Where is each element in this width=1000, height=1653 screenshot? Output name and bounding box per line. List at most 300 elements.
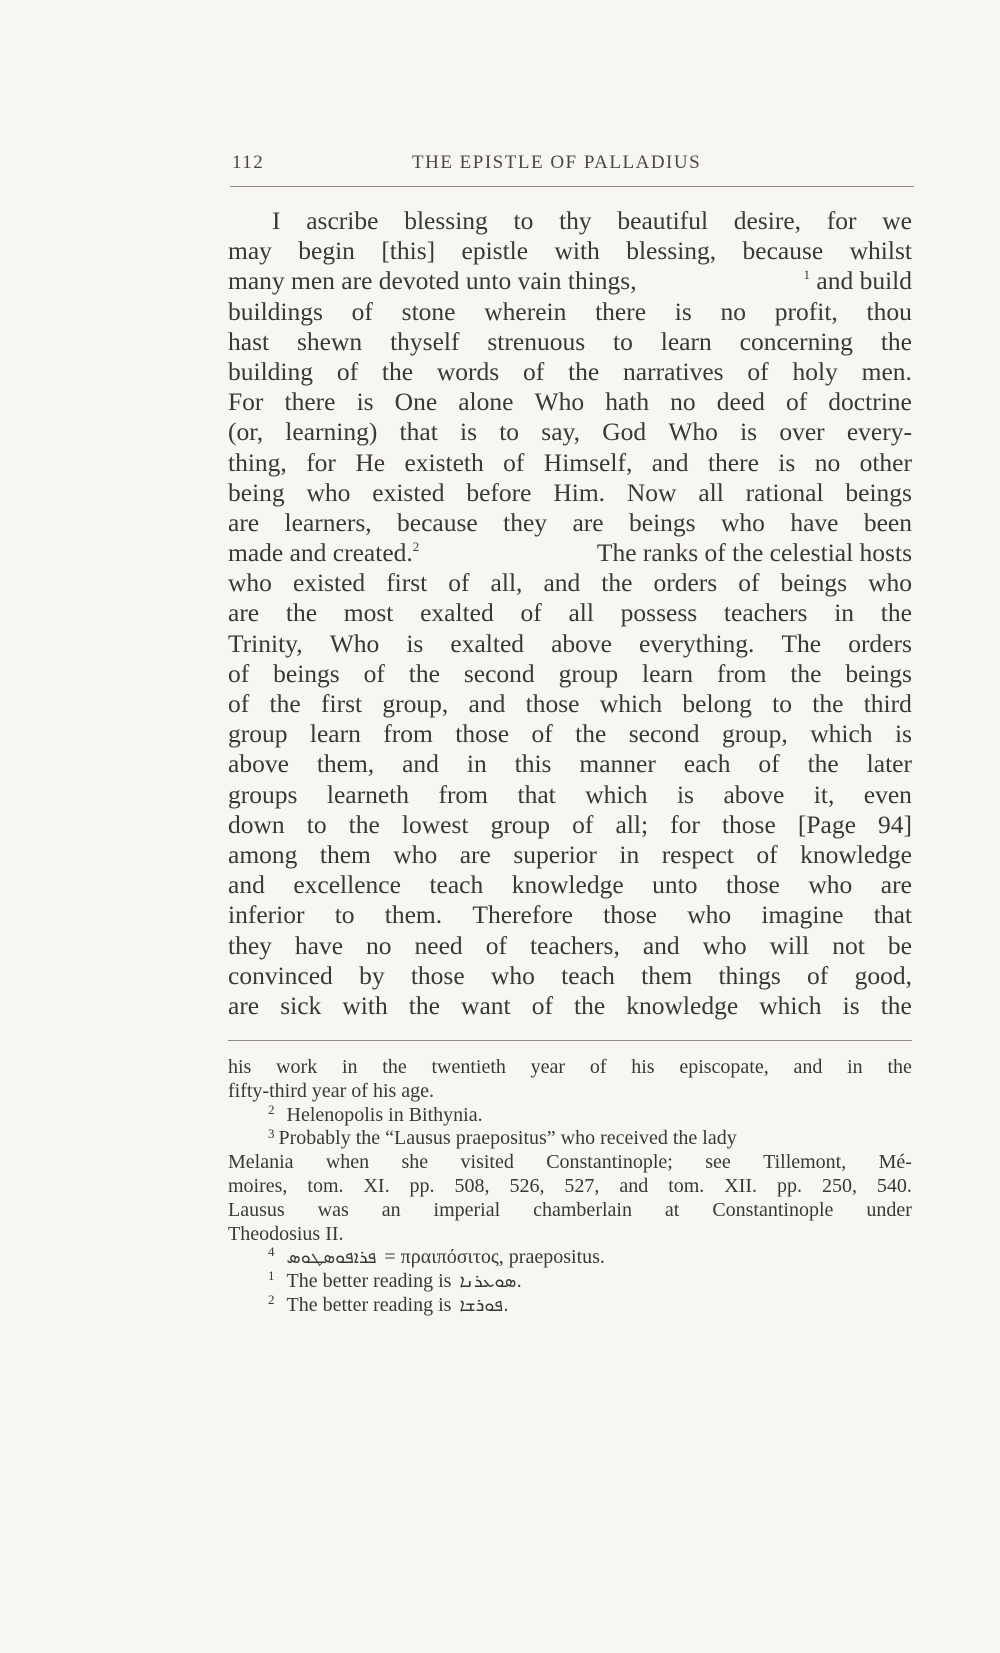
word: God (602, 417, 647, 447)
word: the (269, 689, 301, 718)
word: want (461, 990, 511, 1020)
word: to (513, 206, 534, 235)
word: need (414, 930, 463, 960)
word: existed (292, 568, 366, 598)
word: moires, (228, 1174, 288, 1197)
text-line (228, 629, 912, 659)
word: exalted (450, 628, 525, 658)
text-line (228, 719, 912, 749)
word: existeth (404, 447, 484, 477)
word: each (683, 749, 731, 779)
word: manner (579, 749, 656, 779)
word: and (402, 749, 439, 779)
word: have (790, 507, 839, 537)
text-line (228, 991, 912, 1021)
word: them (319, 839, 371, 869)
word: knowledge (800, 839, 912, 869)
text-segment: and build (816, 266, 912, 296)
word: narratives (623, 356, 724, 386)
word: see (705, 1151, 731, 1174)
word: One (394, 387, 438, 417)
text-segment (228, 538, 419, 568)
word: thyself (390, 326, 460, 356)
word: there (284, 387, 336, 417)
word: when (325, 1151, 370, 1174)
word: she (401, 1151, 429, 1174)
word: teach (561, 960, 615, 990)
word: excellence (293, 870, 401, 900)
word: alone (458, 387, 514, 417)
text-line (228, 568, 912, 598)
word: from (383, 719, 433, 749)
text-line (228, 327, 912, 357)
word: even (863, 779, 912, 809)
word: who (702, 930, 747, 960)
word: group (490, 809, 551, 839)
word: concerning (739, 326, 853, 356)
text-line (228, 538, 912, 568)
word: above (551, 628, 612, 658)
word: most (343, 598, 394, 628)
word: imperial (433, 1198, 501, 1221)
word: lowest (401, 809, 469, 839)
word: belong (682, 689, 752, 718)
word: possess (620, 598, 698, 628)
word: epistle (461, 236, 529, 266)
word: Constantinople (712, 1198, 834, 1221)
word: from (716, 658, 767, 688)
word: the (408, 658, 440, 688)
word: who (720, 507, 765, 537)
word: we (882, 206, 912, 235)
word: all; (615, 809, 649, 839)
word: rational (745, 477, 824, 507)
word: no (720, 296, 747, 326)
footnote-rule (228, 1040, 912, 1041)
word: Who (668, 417, 718, 447)
word: beings (780, 568, 848, 598)
word: pp. (776, 1174, 802, 1197)
word: in (847, 1056, 863, 1078)
word: Who (534, 387, 585, 417)
word: them (641, 960, 693, 990)
word: who (490, 960, 535, 990)
word: for (306, 447, 336, 477)
word: to (772, 689, 792, 718)
word: learn (660, 326, 712, 356)
footnote-line (228, 1056, 912, 1080)
word: it, (813, 779, 835, 809)
word: to (499, 417, 520, 447)
text-segment (804, 266, 913, 296)
text-line (228, 478, 912, 508)
word: learn (641, 658, 693, 688)
word: they (503, 507, 548, 537)
word: of (758, 749, 780, 779)
word: the (408, 990, 440, 1020)
footnote-3 (228, 1127, 912, 1151)
word: from (438, 779, 489, 809)
word: and (228, 870, 265, 900)
word: hath (605, 387, 650, 417)
word: of (336, 356, 359, 386)
footnote-line (228, 1199, 912, 1223)
word: be (887, 930, 912, 960)
word: all (698, 477, 724, 507)
word: is (740, 417, 758, 447)
word: which (585, 779, 648, 809)
word: the (381, 356, 414, 386)
word: before (466, 477, 532, 507)
word: Now (626, 477, 677, 507)
word: is (842, 990, 860, 1020)
word: there (595, 296, 647, 326)
word: tom. (307, 1174, 344, 1197)
word: the (382, 1056, 407, 1078)
word: those (410, 960, 465, 990)
word: those (721, 809, 776, 839)
word: the (880, 598, 912, 628)
text-line (228, 598, 912, 628)
text-segment: many men are devoted unto vain things, (228, 266, 637, 296)
word: by (359, 960, 385, 990)
word: sick (280, 990, 322, 1020)
word: of (228, 689, 250, 718)
word: 508, (454, 1174, 490, 1197)
word: of (785, 387, 808, 417)
word: teach (429, 870, 484, 900)
word: which (759, 990, 822, 1020)
word: Tillemont, (763, 1151, 847, 1174)
word: Trinity, (228, 628, 303, 658)
word: that (873, 900, 912, 930)
word: in (466, 749, 487, 779)
word: group (558, 658, 619, 688)
word: with (554, 236, 600, 266)
word: second (463, 658, 535, 688)
word: ascribe (306, 206, 379, 235)
word: of (531, 990, 553, 1020)
word: to (613, 326, 633, 356)
word: to (334, 900, 355, 930)
word: learners, (284, 507, 372, 537)
word: is (778, 447, 796, 477)
word: they (228, 930, 272, 960)
text-line (228, 508, 912, 538)
word: may (228, 236, 272, 266)
word: Him. (553, 477, 606, 507)
footnote-mark: 3 (268, 1126, 275, 1142)
word: the (574, 990, 606, 1020)
text-line (228, 387, 912, 417)
word: of (228, 658, 250, 688)
word: and (793, 1056, 823, 1078)
word: tom. (668, 1174, 705, 1197)
word: of (756, 839, 778, 869)
word: first (386, 568, 428, 598)
word: hast (228, 326, 270, 356)
syriac-word: ܣܘܥܪܢܐ. (459, 1271, 523, 1293)
word: who (687, 900, 732, 930)
word: the (790, 658, 822, 688)
word: group, (382, 689, 449, 718)
footnote-line (228, 1151, 912, 1175)
footnote-ref: 2 (412, 539, 420, 555)
word: The (781, 628, 822, 658)
word: who (808, 870, 853, 900)
text-line (228, 266, 912, 296)
word: strenuous (487, 326, 586, 356)
word: [Page (797, 809, 856, 839)
reading-note-2 (228, 1291, 912, 1318)
word: Constantinople; (546, 1151, 673, 1174)
word: which (810, 719, 873, 749)
text-line (228, 961, 912, 991)
word: no (814, 447, 841, 477)
word: are (572, 507, 604, 537)
word: are (228, 598, 260, 628)
text-line (228, 659, 912, 689)
word: 250, (821, 1174, 857, 1197)
footnote-mark: 4 (268, 1244, 275, 1260)
word: teachers (723, 598, 808, 628)
word: groups (228, 779, 298, 809)
word: the (880, 990, 912, 1020)
word: of (738, 568, 760, 598)
word: beings (273, 658, 340, 688)
word: shewn (296, 326, 363, 356)
word: Mé- (878, 1151, 912, 1174)
word: 527, (564, 1174, 600, 1197)
word: words (436, 356, 500, 386)
word: being (228, 477, 285, 507)
footnote-2 (228, 1101, 912, 1128)
word: that (517, 779, 556, 809)
word: exalted (420, 598, 494, 628)
word: visited (460, 1151, 514, 1174)
word: of (363, 658, 385, 688)
word: of (572, 809, 594, 839)
word: the (807, 749, 839, 779)
page-number: 112 (232, 152, 265, 173)
word: is (894, 719, 912, 749)
word: [this] (381, 236, 436, 266)
word: year (530, 1056, 566, 1078)
word: the (887, 1056, 912, 1078)
syriac-word: ܦܘܪܫܐ. (459, 1294, 509, 1316)
word: beings (845, 477, 912, 507)
word: twentieth (431, 1056, 506, 1078)
word: which (599, 689, 663, 718)
running-head (232, 152, 912, 180)
word: at (664, 1198, 680, 1221)
word: Who (329, 628, 380, 658)
text-line (228, 689, 912, 719)
word: existed (372, 477, 445, 507)
word: those (726, 870, 780, 900)
word: holy (792, 356, 838, 386)
word: pp. (409, 1174, 435, 1197)
word: those (455, 719, 510, 749)
word: 94] (877, 809, 912, 839)
word: thou (866, 296, 912, 326)
footnote-line: Theodosius II. (228, 1222, 344, 1245)
word: XII. (724, 1174, 758, 1197)
word: learning) (285, 417, 378, 447)
word: among (228, 839, 298, 869)
word: an (381, 1198, 401, 1221)
text-line (228, 417, 912, 447)
word: of (448, 568, 470, 598)
word: will (769, 930, 810, 960)
word: the (601, 568, 633, 598)
word: of (531, 719, 553, 749)
word: thing, (228, 447, 287, 477)
word: them. (384, 900, 443, 930)
word: chamberlain (533, 1198, 632, 1221)
word: (or, (228, 417, 264, 447)
word: everything. (639, 628, 755, 658)
text-segment: The ranks of the celestial hosts (596, 538, 912, 568)
footnote-line (228, 1175, 912, 1199)
word: of (503, 447, 525, 477)
word: no (366, 930, 392, 960)
word: is (676, 779, 694, 809)
word: who (228, 568, 272, 598)
word: the (575, 719, 607, 749)
word: convinced (228, 960, 333, 990)
footnote-text: Probably the “Lausus praepositus” who received the lady (278, 1127, 737, 1150)
text-line (228, 448, 912, 478)
word: deed (716, 387, 765, 417)
word: of (523, 356, 545, 386)
word: later (866, 749, 912, 779)
word: are (228, 507, 260, 537)
word: of (520, 598, 542, 628)
footnote-text: The better reading is (286, 1293, 452, 1316)
word: been (863, 507, 912, 537)
word: who (868, 568, 912, 598)
word: respect (661, 839, 734, 869)
word: and (468, 689, 506, 718)
word: who (306, 477, 351, 507)
word: over (779, 417, 825, 447)
word: have (294, 930, 344, 960)
word: knowledge (626, 990, 739, 1020)
text-line (228, 900, 912, 930)
word: blessing (404, 206, 488, 235)
reading-note-1 (228, 1270, 912, 1294)
word: the (812, 689, 844, 718)
word: in (619, 839, 640, 869)
word: every- (846, 417, 912, 447)
word: third (863, 689, 912, 718)
word: down (228, 809, 285, 839)
word: I (272, 206, 281, 235)
word: of (747, 356, 769, 386)
word: not (832, 930, 865, 960)
word: stone (401, 296, 456, 326)
text-line (228, 780, 912, 810)
word: building (228, 356, 314, 386)
word: XI. (363, 1174, 390, 1197)
word: the (285, 598, 318, 628)
word: beings (845, 658, 912, 688)
word: beings (629, 507, 696, 537)
word: of (589, 1056, 607, 1078)
word: with (342, 990, 388, 1020)
footnote-text (268, 1127, 737, 1151)
word: knowledge (511, 870, 624, 900)
word: is (460, 417, 478, 447)
word: episcopate, (679, 1056, 769, 1078)
word: and (651, 447, 689, 477)
word: imagine (761, 900, 844, 930)
word: the (348, 809, 380, 839)
word: in (834, 598, 855, 628)
word: and (642, 930, 680, 960)
word: of (807, 960, 829, 990)
word: his (228, 1056, 252, 1078)
word: For (228, 387, 264, 417)
footnote-text: = πραιπόσιτος, praepositus. (384, 1246, 605, 1269)
word: unto (652, 870, 698, 900)
word: whilst (849, 236, 912, 266)
word: are (228, 990, 260, 1020)
word: who (393, 839, 438, 869)
word: buildings (228, 296, 323, 326)
text-line (228, 810, 912, 840)
footnote-mark: 2 (268, 1101, 275, 1117)
running-title: THE EPISTLE OF PALLADIUS (412, 152, 702, 173)
word: Therefore (472, 900, 573, 930)
word: because (397, 507, 478, 537)
word: all (568, 598, 594, 628)
word: men. (861, 356, 912, 386)
word: superior (513, 839, 597, 869)
word: of (351, 296, 373, 326)
footnotes (228, 1056, 912, 1318)
word: this (514, 749, 552, 779)
word: those (603, 900, 657, 930)
word: good, (854, 960, 912, 990)
word: there (707, 447, 759, 477)
word: and (543, 568, 581, 598)
word: them, (316, 749, 375, 779)
word: other (859, 447, 912, 477)
word: because (742, 236, 824, 266)
word: profit, (774, 296, 838, 326)
word: is (674, 296, 692, 326)
word: of (485, 930, 507, 960)
word: was (317, 1198, 349, 1221)
word: orders (848, 628, 912, 658)
word: teachers, (529, 930, 620, 960)
word: for (670, 809, 700, 839)
word: wherein (484, 296, 567, 326)
word: to (306, 809, 327, 839)
text-line (228, 357, 912, 387)
word: and (619, 1174, 649, 1197)
word: are (880, 870, 912, 900)
word: He (355, 447, 386, 477)
word: inferior (228, 900, 305, 930)
word: the (880, 326, 912, 356)
word: the (568, 356, 600, 386)
word: learn (309, 719, 361, 749)
text-line (228, 749, 912, 779)
word: is (406, 628, 424, 658)
